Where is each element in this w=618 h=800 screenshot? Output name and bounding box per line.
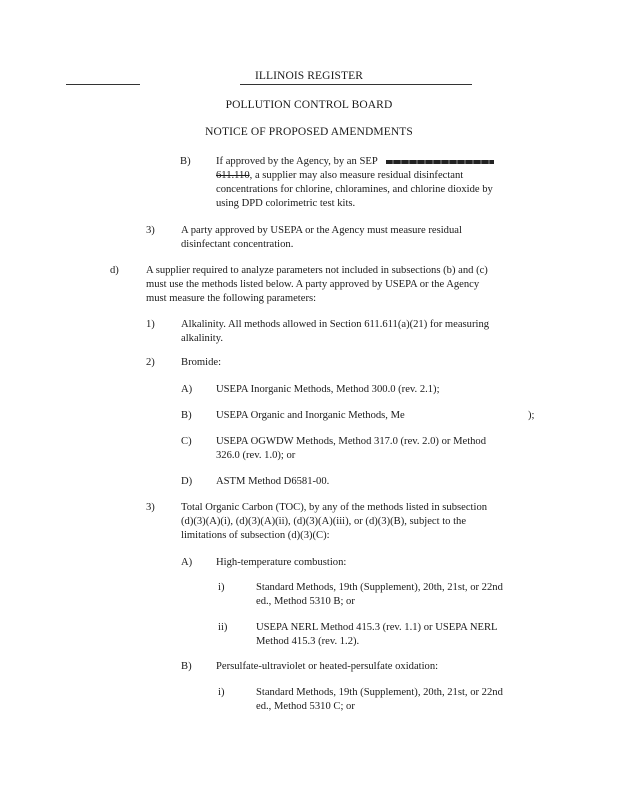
item-d3ai-line2: ed., Method 5310 B; or	[256, 596, 355, 607]
struck-text: 611.110	[216, 170, 250, 181]
item-d1-line1: Alkalinity. All methods allowed in Section 611.611(a)(21) for measuring	[181, 319, 490, 330]
item-b-line4: using DPD colorimetric test kits.	[216, 198, 356, 209]
item-label: A)	[181, 384, 193, 395]
item-d3ai-line1: Standard Methods, 19th (Supplement), 20th, 21st, or 22nd	[256, 582, 503, 593]
item-d3bi-line2: ed., Method 5310 C; or	[256, 701, 355, 712]
item-d1-line2: alkalinity.	[181, 333, 223, 344]
item-label: 3)	[146, 502, 155, 513]
item-d3b-text: Persulfate-ultraviolet or heated-persulfate oxidation:	[216, 661, 439, 672]
item-d2b-text-left: USEPA Organic and Inorganic Methods, Me	[216, 410, 405, 421]
item-label: B)	[181, 410, 192, 421]
header-rule-left	[66, 84, 140, 85]
item-label: 2)	[146, 357, 155, 368]
item-label: D)	[181, 476, 193, 487]
item-b-line3: concentrations for chlorine, chloramines, and chlorine dioxide by	[216, 184, 493, 195]
item-label: 3)	[146, 225, 155, 236]
item-d3bi-line1: Standard Methods, 19th (Supplement), 20th, 21st, or 22nd	[256, 687, 503, 698]
notice-title: NOTICE OF PROPOSED AMENDMENTS	[205, 126, 413, 138]
item-b-line1	[216, 155, 494, 169]
item-d-line3: must measure the following parameters:	[146, 293, 317, 304]
item-b-line1-text: If approved by the Agency, by an SEP	[216, 156, 378, 167]
item-label: 1)	[146, 319, 155, 330]
item-3-line2: disinfectant concentration.	[181, 239, 294, 250]
item-d2c-line2: 326.0 (rev. 1.0); or	[216, 450, 296, 461]
item-label: i)	[218, 687, 225, 698]
item-d3-line1: Total Organic Carbon (TOC), by any of the methods listed in subsection	[181, 502, 488, 513]
item-label: i)	[218, 582, 225, 593]
item-3-line1: A party approved by USEPA or the Agency must measure residual	[181, 225, 462, 236]
item-label: d)	[110, 265, 119, 276]
item-d2c-line1: USEPA OGWDW Methods, Method 317.0 (rev. 2.0) or Method	[216, 436, 487, 447]
redaction-mark	[386, 160, 494, 164]
item-d2a-text: USEPA Inorganic Methods, Method 300.0 (rev. 2.1);	[216, 384, 440, 395]
item-label: B)	[181, 661, 192, 672]
item-d2b-text-right: );	[528, 410, 535, 421]
register-title: ILLINOIS REGISTER	[254, 70, 364, 82]
item-label: ii)	[218, 622, 228, 633]
item-d3aii-line1: USEPA NERL Method 415.3 (rev. 1.1) or USEPA NERL	[256, 622, 498, 633]
item-d2-text: Bromide:	[181, 357, 222, 368]
item-d2d-text: ASTM Method D6581-00.	[216, 476, 330, 487]
item-label: C)	[181, 436, 192, 447]
item-b-line2-text: , a supplier may also measure residual disinfectant	[249, 170, 464, 181]
item-label: B)	[180, 156, 191, 167]
item-b-line2	[216, 169, 463, 183]
item-d-line1: A supplier required to analyze parameters not included in subsections (b) and (c)	[146, 265, 488, 276]
item-d3aii-line2: Method 415.3 (rev. 1.2).	[256, 636, 360, 647]
item-d3-line3: limitations of subsection (d)(3)(C):	[181, 530, 330, 541]
item-d-line2: must use the methods listed below. A party approved by USEPA or the Agency	[146, 279, 480, 290]
board-title: POLLUTION CONTROL BOARD	[225, 99, 393, 111]
item-d3a-text: High-temperature combustion:	[216, 557, 347, 568]
header-rule-right	[240, 84, 472, 85]
item-label: A)	[181, 557, 193, 568]
item-d3-line2: (d)(3)(A)(i), (d)(3)(A)(ii), (d)(3)(A)(iii), or (d)(3)(B), subject to the	[181, 516, 467, 527]
